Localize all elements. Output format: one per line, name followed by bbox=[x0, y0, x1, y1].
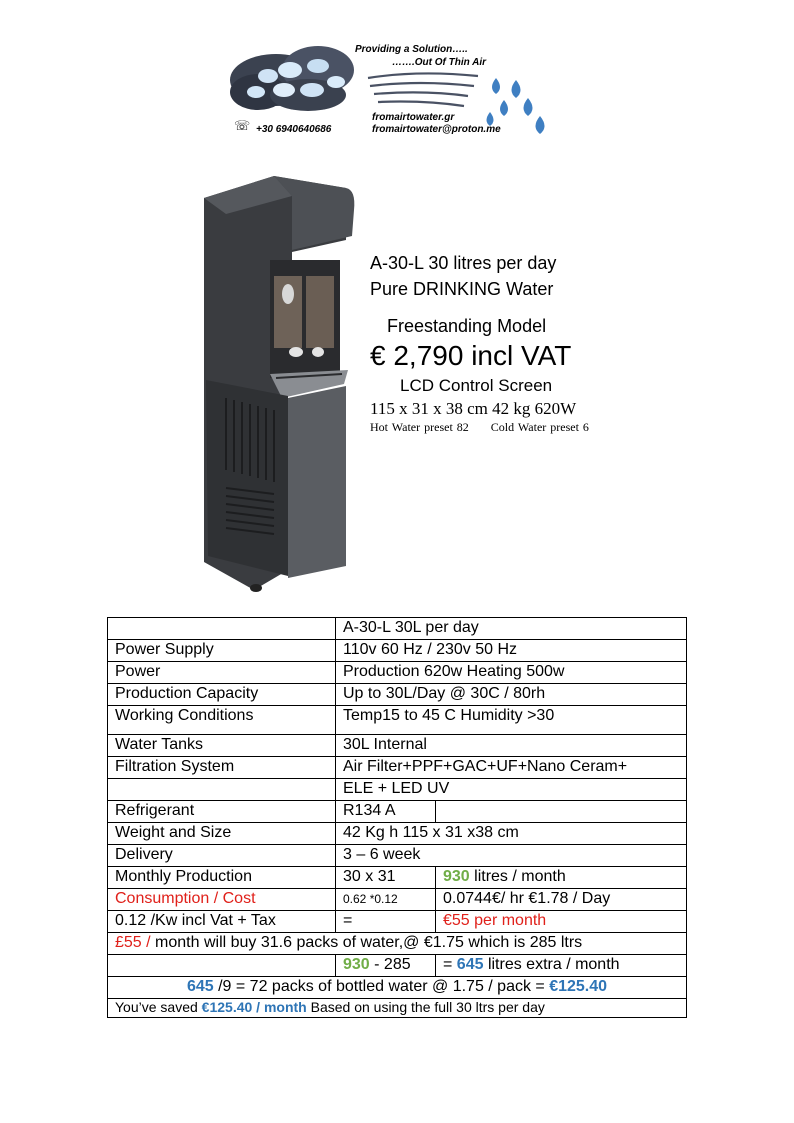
table-cell: Production 620w Heating 500w bbox=[336, 662, 687, 684]
water-line: Pure DRINKING Water bbox=[370, 279, 554, 299]
table-cell bbox=[108, 977, 687, 999]
extra-eq: = bbox=[443, 956, 457, 973]
table-cell: 0.12 /Kw incl Vat + Tax bbox=[108, 911, 336, 933]
model-type: Freestanding Model bbox=[387, 316, 547, 336]
packs-text: /9 = 72 packs of bottled water @ 1.75 / pack = bbox=[213, 978, 550, 995]
cloud-icon bbox=[230, 46, 354, 111]
table-cell: Consumption / Cost bbox=[108, 889, 336, 911]
table-row bbox=[108, 757, 687, 779]
table-row bbox=[108, 779, 687, 801]
water-buy-text: month will buy 31.6 packs of water,@ €1.75 which is 285 ltrs bbox=[150, 934, 583, 951]
table-row bbox=[108, 618, 687, 640]
price: € 2,790 incl VAT bbox=[370, 340, 572, 371]
table-row bbox=[108, 867, 687, 889]
model-line: A-30-L 30 litres per day bbox=[370, 253, 557, 273]
packs-645: 645 bbox=[186, 978, 214, 995]
table-row bbox=[108, 911, 687, 933]
extra-930: 930 bbox=[343, 956, 370, 973]
table-cell: = bbox=[336, 911, 436, 933]
table-cell: 30 x 31 bbox=[336, 867, 436, 889]
table-cell: 3 – 6 week bbox=[336, 845, 687, 867]
phone-number: +30 6940640686 bbox=[256, 124, 332, 135]
spec-table bbox=[107, 617, 687, 1018]
table-cell bbox=[108, 779, 336, 801]
table-row bbox=[108, 845, 687, 867]
table-cell: Power bbox=[108, 662, 336, 684]
table-row bbox=[108, 684, 687, 706]
table-cell: Temp15 to 45 C Humidity >30 bbox=[336, 706, 687, 735]
table-cell: Weight and Size bbox=[108, 823, 336, 845]
extra-text: litres extra / month bbox=[483, 956, 620, 973]
table-cell: Air Filter+PPF+GAC+UF+Nano Ceram+ bbox=[336, 757, 687, 779]
presets bbox=[370, 420, 589, 435]
table-cell bbox=[436, 801, 687, 823]
table-cell: Refrigerant bbox=[108, 801, 336, 823]
table-cell bbox=[108, 618, 336, 640]
table-cell bbox=[336, 955, 436, 977]
water-dispenser-image bbox=[196, 170, 356, 600]
table-cell: Delivery bbox=[108, 845, 336, 867]
table-cell: Up to 30L/Day @ 30C / 80rh bbox=[336, 684, 687, 706]
table-cell bbox=[108, 955, 336, 977]
table-cell: Power Supply bbox=[108, 640, 336, 662]
table-cell: 42 Kg h 115 x 31 x38 cm bbox=[336, 823, 687, 845]
table-row bbox=[108, 933, 687, 955]
table-row bbox=[108, 889, 687, 911]
table-row bbox=[108, 977, 687, 999]
table-cell bbox=[436, 955, 687, 977]
table-row bbox=[108, 662, 687, 684]
table-cell bbox=[436, 867, 687, 889]
dimensions: 115 x 31 x 38 cm 42 kg 620W bbox=[370, 399, 577, 418]
extra-minus: - 285 bbox=[369, 956, 411, 973]
tagline-1: Providing a Solution….. bbox=[355, 44, 468, 55]
table-cell bbox=[108, 933, 687, 955]
table-cell: Working Conditions bbox=[108, 706, 336, 735]
table-cell: A-30-L 30L per day bbox=[336, 618, 687, 640]
email: fromairtowater@proton.me bbox=[372, 124, 501, 135]
table-row bbox=[108, 640, 687, 662]
table-cell: 0.62 *0.12 bbox=[336, 889, 436, 911]
table-cell: 30L Internal bbox=[336, 735, 687, 757]
cold-preset: Cold Water preset 6 bbox=[490, 420, 589, 434]
table-row bbox=[108, 706, 687, 735]
tagline-2: …….Out Of Thin Air bbox=[392, 57, 487, 68]
hot-preset: Hot Water preset 82 bbox=[370, 420, 469, 434]
extra-645: 645 bbox=[456, 956, 484, 973]
table-cell: Production Capacity bbox=[108, 684, 336, 706]
wind-icon bbox=[368, 73, 478, 106]
table-cell: €55 per month bbox=[436, 911, 687, 933]
table-row bbox=[108, 735, 687, 757]
monthly-unit: litres / month bbox=[469, 868, 566, 885]
table-row bbox=[108, 999, 687, 1018]
website: fromairtowater.gr bbox=[372, 112, 455, 123]
monthly-litres: 930 bbox=[443, 868, 470, 885]
table-cell: 110v 60 Hz / 230v 50 Hz bbox=[336, 640, 687, 662]
water-buy-amount: £55 / bbox=[115, 934, 151, 951]
table-cell: Filtration System bbox=[108, 757, 336, 779]
table-cell bbox=[108, 999, 687, 1018]
table-row bbox=[108, 823, 687, 845]
saved-post: Based on using the full 30 ltrs per day bbox=[306, 999, 545, 1015]
table-cell: R134 A bbox=[336, 801, 436, 823]
table-cell: ELE + LED UV bbox=[336, 779, 687, 801]
saved-pre: You’ve saved bbox=[115, 999, 202, 1015]
table-cell: Water Tanks bbox=[108, 735, 336, 757]
table-cell: 0.0744€/ hr €1.78 / Day bbox=[436, 889, 687, 911]
saved-amount: €125.40 / month bbox=[201, 999, 307, 1015]
table-row bbox=[108, 955, 687, 977]
packs-total: €125.40 bbox=[549, 978, 608, 995]
table-cell: Monthly Production bbox=[108, 867, 336, 889]
lcd-screen: LCD Control Screen bbox=[400, 376, 553, 395]
table-row bbox=[108, 801, 687, 823]
phone-icon: ☏ bbox=[234, 118, 251, 133]
